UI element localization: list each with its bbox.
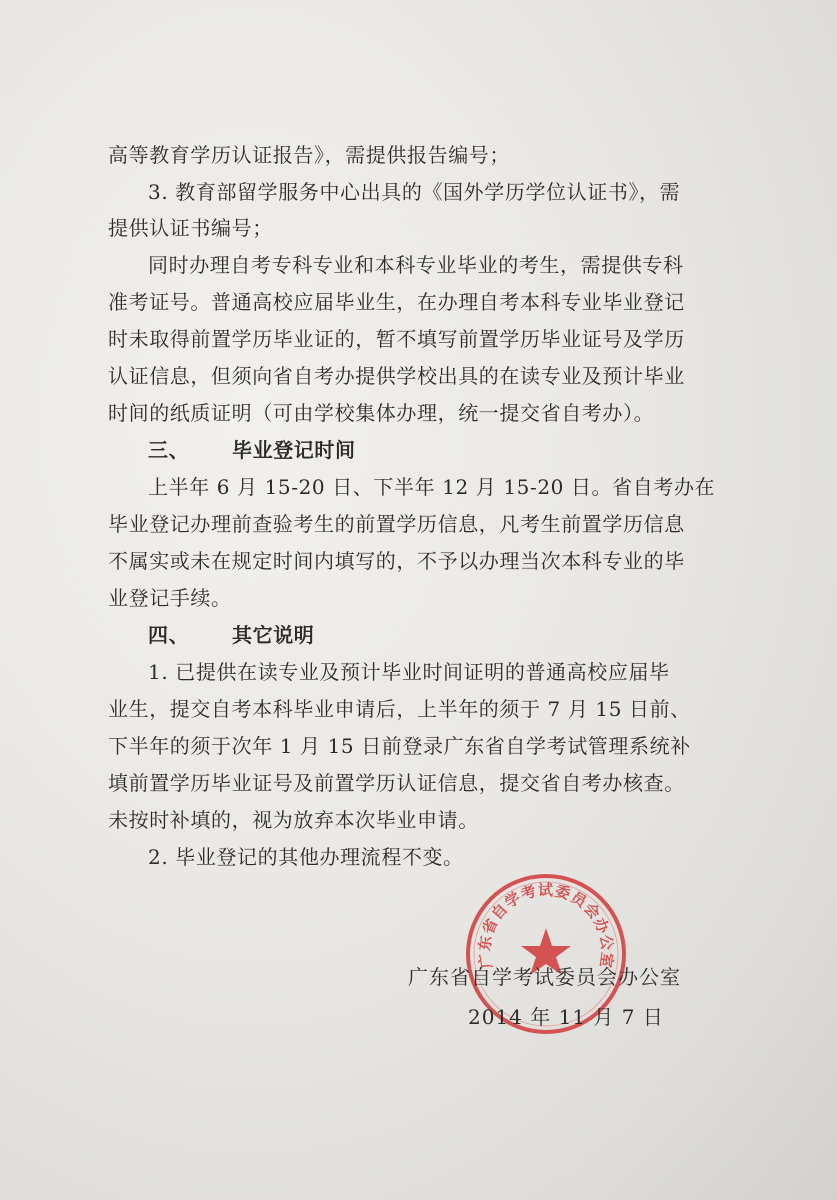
body-line: 认证信息，但须向省自考办提供学校出具的在读专业及预计毕业 xyxy=(108,364,685,388)
body-line: 未按时补填的，视为放弃本次毕业申请。 xyxy=(108,808,479,832)
body-line: 不属实或未在规定时间内填写的，不予以办理当次本科专业的毕 xyxy=(108,549,685,573)
body-line: 提供认证书编号； xyxy=(108,216,273,240)
body-line: 3. 教育部留学服务中心出具的《国外学历学位认证书》，需 xyxy=(148,180,681,204)
body-line: 准考证号。普通高校应届毕业生，在办理自考本科专业毕业登记 xyxy=(108,290,685,314)
signature-date: 2014 年 11 月 7 日 xyxy=(468,1005,664,1029)
body-line: 填前置学历毕业证号及前置学历认证信息，提交省自考办核查。 xyxy=(108,771,685,795)
body-line: 1. 已提供在读专业及预计毕业时间证明的普通高校应届毕 xyxy=(148,660,670,684)
seal-text: 广东省自学考试委员会办公室 xyxy=(475,881,617,970)
section-3-number: 三、 xyxy=(148,438,190,462)
body-line: 时间的纸质证明（可由学校集体办理，统一提交省自考办）。 xyxy=(108,401,655,425)
signature-office: 广东省自学考试委员会办公室 xyxy=(408,965,681,989)
body-line: 高等教育学历认证报告》，需提供报告编号； xyxy=(108,143,510,167)
body-line: 2. 毕业登记的其他办理流程不变。 xyxy=(148,845,464,869)
body-line: 业生，提交自考本科毕业申请后，上半年的须于 7 月 15 日前、 xyxy=(108,697,691,721)
body-line: 上半年 6 月 15-20 日、下半年 12 月 15-20 日。省自考办在 xyxy=(148,475,716,499)
body-line: 下半年的须于次年 1 月 15 日前登录广东省自学考试管理系统补 xyxy=(108,734,691,758)
body-line: 毕业登记办理前查验考生的前置学历信息，凡考生前置学历信息 xyxy=(108,512,685,536)
section-3-heading xyxy=(148,438,356,462)
body-line: 业登记手续。 xyxy=(108,586,232,610)
section-3-title: 毕业登记时间 xyxy=(232,438,356,462)
body-line: 时未取得前置学历毕业证的，暂不填写前置学历毕业证号及学历 xyxy=(108,327,685,351)
section-4-number: 四、 xyxy=(148,623,190,647)
body-line: 同时办理自考专科专业和本科专业毕业的考生，需提供专科 xyxy=(148,253,684,277)
section-4-title: 其它说明 xyxy=(232,623,315,647)
section-4-heading xyxy=(148,623,314,647)
